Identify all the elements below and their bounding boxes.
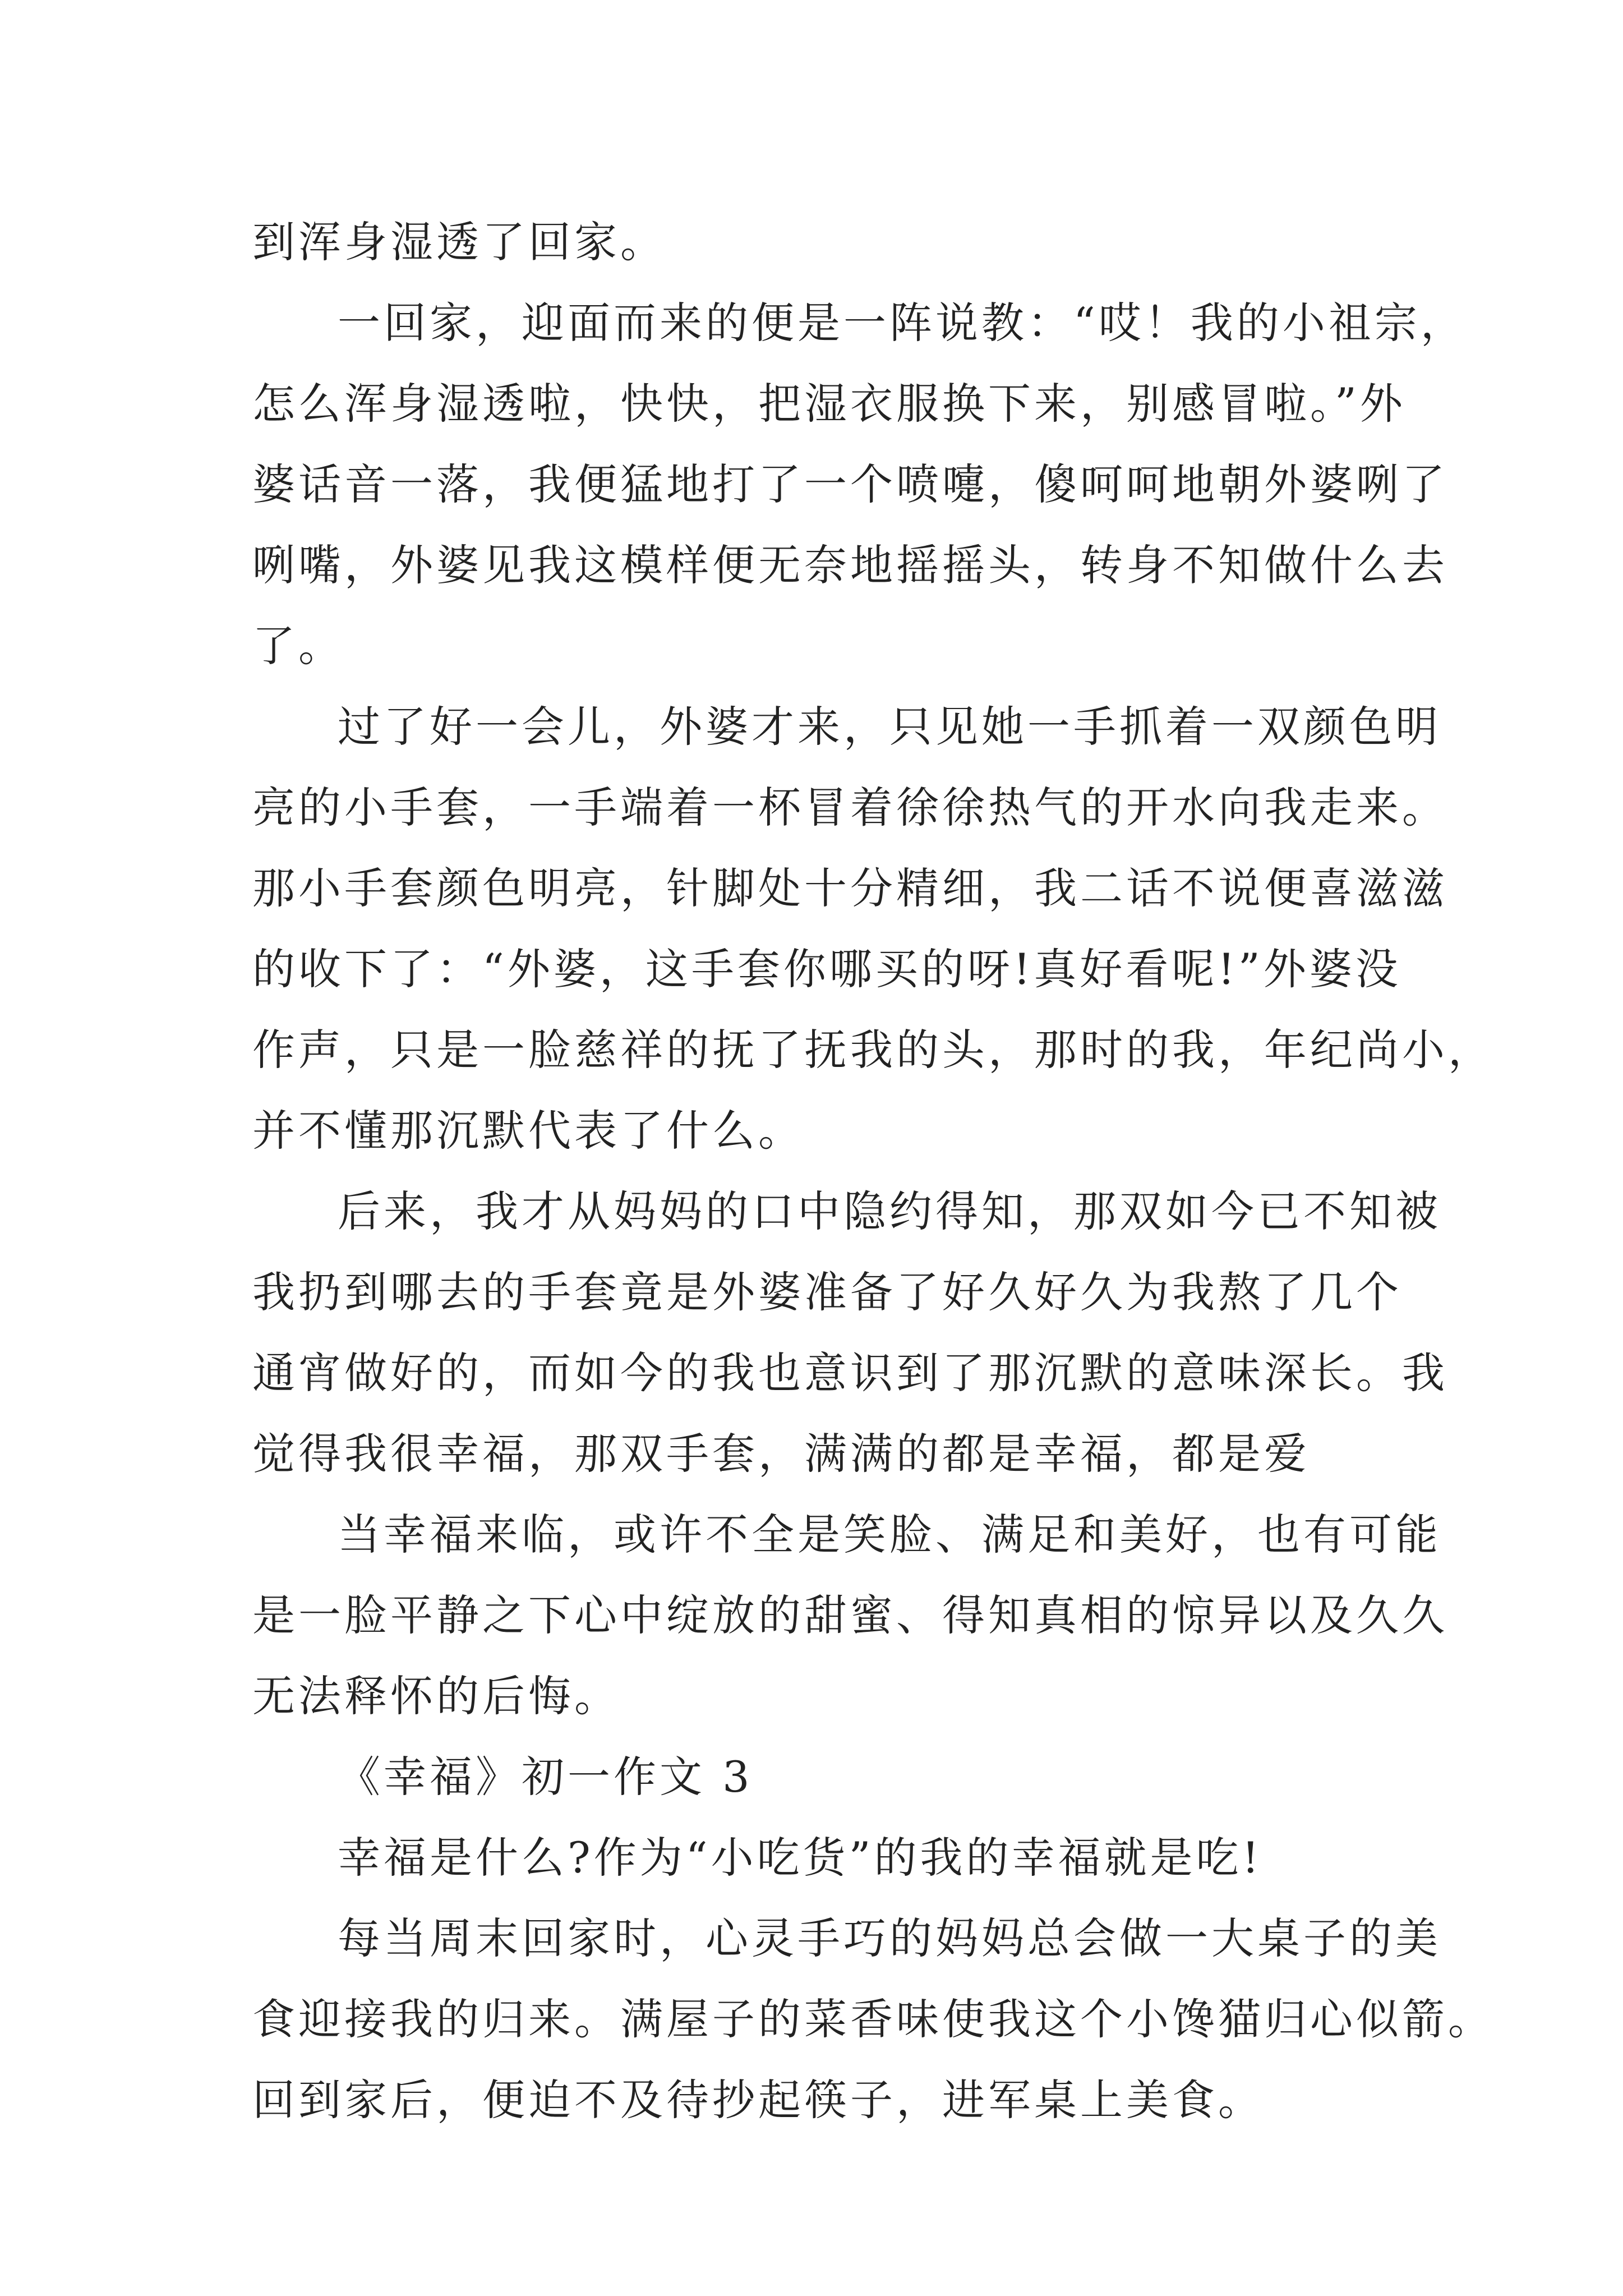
text-line: 那小手套颜色明亮，针脚处十分精细，我二话不说便喜滋滋 [252,863,1448,913]
text-line: 我扔到哪去的手套竟是外婆准备了好久好久为我熬了几个 [252,1267,1402,1317]
text-line: 觉得我很幸福，那双手套，满满的都是幸福，都是爱 [252,1429,1310,1479]
text-line: 过了好一会儿，外婆才来，只见她一手抓着一双颜色明 [338,702,1441,752]
text-line: 一回家，迎面而来的便是一阵说教：“哎！我的小祖宗， [338,298,1467,348]
text-line: 了。 [252,621,344,671]
text-line: 无法释怀的后悔。 [252,1671,620,1721]
text-line: 怎么浑身湿透啦，快快，把湿衣服换下来，别感冒啦。”外 [252,379,1406,429]
text-line: 通宵做好的，而如今的我也意识到了那沉默的意味深长。我 [252,1348,1448,1398]
text-line: 当幸福来临，或许不全是笑脸、满足和美好，也有可能 [338,1510,1441,1559]
text-line: 的收下了：“外婆，这手套你哪买的呀!真好看呢!”外婆没 [252,944,1401,994]
text-line: 作声，只是一脸慈祥的抚了抚我的头，那时的我，年纪尚小， [252,1025,1494,1075]
text-line: 回到家后，便迫不及待抄起筷子，进军桌上美食。 [252,2075,1264,2125]
text-line: 婆话音一落，我便猛地打了一个喷嚏，傻呵呵地朝外婆咧了 [252,459,1448,509]
text-line: 是一脸平静之下心中绽放的甜蜜、得知真相的惊异以及久久 [252,1590,1448,1640]
section-heading: 《幸福》初一作文 3 [338,1752,753,1802]
text-line: 并不懂那沉默代表了什么。 [252,1106,804,1156]
text-line: 后来，我才从妈妈的口中隐约得知，那双如今已不知被 [338,1186,1441,1236]
text-line: 幸福是什么?作为“小吃货”的我的幸福就是吃! [338,1833,1262,1883]
text-line: 每当周末回家时，心灵手巧的妈妈总会做一大桌子的美 [338,1913,1441,1963]
text-line: 咧嘴，外婆见我这模样便无奈地摇摇头，转身不知做什么去 [252,540,1448,590]
text-line: 到浑身湿透了回家。 [252,217,666,267]
text-line: 食迎接我的归来。满屋子的菜香味使我这个小馋猫归心似箭。 [252,1994,1494,2044]
essay-body [252,202,1494,2141]
text-line: 亮的小手套，一手端着一杯冒着徐徐热气的开水向我走来。 [252,783,1448,832]
